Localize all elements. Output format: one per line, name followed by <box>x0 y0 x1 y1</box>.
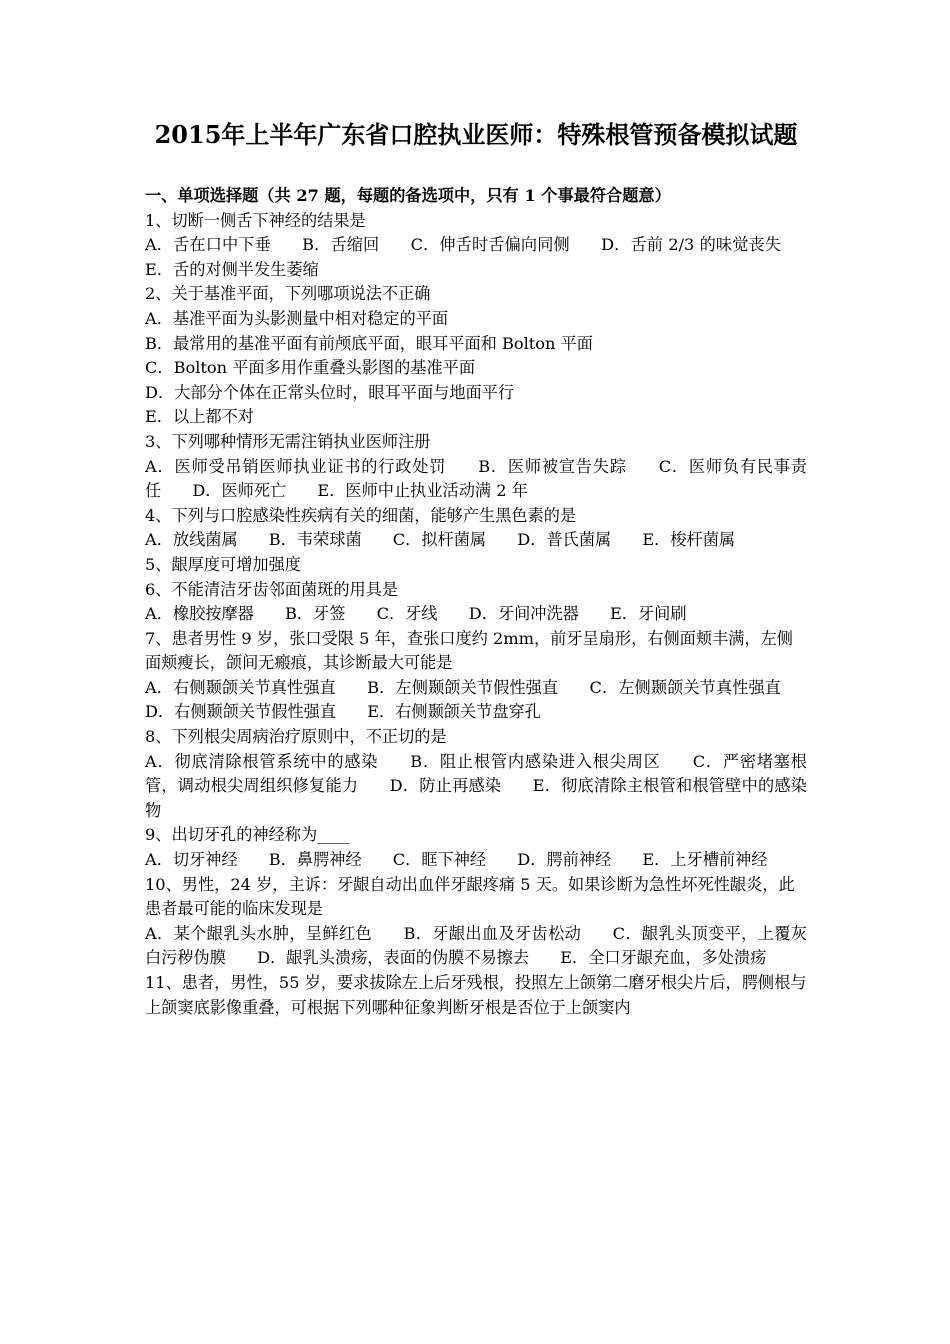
answer-option: C．Bolton 平面多用作重叠头影图的基准平面 <box>145 358 476 378</box>
question-item <box>145 282 807 430</box>
answer-option: C．眶下神经 <box>392 850 487 870</box>
document-title: 2015年上半年广东省口腔执业医师：特殊根管预备模拟试题 <box>154 120 798 149</box>
question-item <box>145 578 807 627</box>
question-text: 2、关于基准平面，下列哪项说法不正确 <box>145 284 431 304</box>
question-list <box>145 209 807 1021</box>
answer-options <box>145 750 807 824</box>
question-text: 5、龈厚度可增加强度 <box>145 554 301 574</box>
answer-option: A．医师受吊销医师执业证书的行政处罚 <box>145 456 447 476</box>
answer-option: E．全口牙龈充血，多处溃疡 <box>560 948 767 968</box>
answer-option: A．彻底清除根管系统中的感染 <box>145 751 379 771</box>
question-text: 6、不能清洁牙齿邻面菌斑的用具是 <box>145 579 399 599</box>
question-item <box>145 553 807 578</box>
answer-option: B．最常用的基准平面有前颅底平面，眼耳平面和 Bolton 平面 <box>145 333 593 353</box>
answer-option: C．严密堵塞根管，调动根尖周组织修复能力 <box>145 751 807 796</box>
question-item <box>145 873 807 971</box>
question-item <box>145 504 807 553</box>
answer-option: E．彻底清除主根管和根管壁中的感染物 <box>145 776 807 820</box>
answer-option: A．右侧颞颌关节真性强直 <box>145 677 336 697</box>
section-heading: 一、单项选择题（共 27 题，每题的备选项中，只有 1 个事最符合题意） <box>145 186 671 205</box>
answer-option: A．舌在口中下垂 <box>145 235 271 255</box>
question-text: 9、出切牙孔的神经称为____ <box>145 825 350 845</box>
answer-option: E．梭杆菌属 <box>642 530 736 550</box>
question-text: 8、下列根尖周病治疗原则中，不正切的是 <box>145 727 447 747</box>
answer-option: E．医师中止执业活动满 2 年 <box>317 481 528 501</box>
answer-option: B．阻止根管内感染进入根尖周区 <box>410 751 661 771</box>
answer-option: A．某个龈乳头水肿，呈鲜红色 <box>145 923 373 943</box>
answer-options <box>145 455 807 504</box>
answer-option: B．牙签 <box>284 604 346 624</box>
answer-options <box>145 848 807 873</box>
answer-option: B．鼻腭神经 <box>268 850 362 870</box>
answer-options <box>145 528 807 553</box>
answer-option: A．基准平面为头影测量中相对稳定的平面 <box>145 308 449 328</box>
question-text: 7、患者男性 9 岁，张口受限 5 年，查张口度约 2mm，前牙呈扇形，右侧面颊丰满，左侧面颊瘦长，颌间无瘢痕，其诊断最大可能是 <box>145 628 793 673</box>
question-item <box>145 430 807 504</box>
question-text: 10、男性，24 岁，主诉：牙龈自动出血伴牙龈疼痛 5 天。如果诊断为急性坏死性龈炎，此患者最可能的临床发现是 <box>145 874 795 919</box>
answer-option: D．医师死亡 <box>192 481 287 501</box>
answer-option: D．腭前神经 <box>517 850 612 870</box>
question-text: 4、下列与口腔感染性疾病有关的细菌，能够产生黑色素的是 <box>145 505 577 525</box>
answer-option: D．右侧颞颌关节假性强直 <box>145 702 337 722</box>
answer-option: C．牙线 <box>376 604 438 624</box>
question-item <box>145 725 807 823</box>
answer-option: B．医师被宣告失踪 <box>478 456 627 476</box>
answer-option: D．大部分个体在正常头位时，眼耳平面与地面平行 <box>145 382 515 402</box>
answer-options <box>145 922 807 971</box>
answer-option: A．橡胶按摩器 <box>145 604 254 624</box>
question-item <box>145 971 807 1020</box>
answer-option: E．舌的对侧半发生萎缩 <box>145 259 319 279</box>
answer-option: C．拟杆菌属 <box>392 530 487 550</box>
question-text: 11、患者，男性，55 岁，要求拔除左上后牙残根，投照左上颌第二磨牙根尖片后，腭侧根与上颌窦底影像重叠，可根据下列哪种征象判断牙根是否位于上颌窦内 <box>145 973 807 1017</box>
answer-options <box>145 233 807 282</box>
answer-options <box>145 676 807 725</box>
answer-option: D．龈乳头溃疡，表面的伪膜不易擦去 <box>257 948 530 968</box>
answer-option: C．左侧颞颌关节真性强直 <box>589 677 781 697</box>
answer-option: D．普氏菌属 <box>517 530 612 550</box>
answer-option: D．防止再感染 <box>389 776 502 796</box>
answer-option: B．韦荣球菌 <box>268 530 362 550</box>
answer-option: A．切牙神经 <box>145 850 238 870</box>
question-text: 3、下列哪种情形无需注销执业医师注册 <box>145 431 431 451</box>
question-text: 1、切断一侧舌下神经的结果是 <box>145 210 366 230</box>
answer-option: E．以上都不对 <box>145 407 254 427</box>
answer-option: B．左侧颞颌关节假性强直 <box>367 677 559 697</box>
question-item <box>145 823 807 872</box>
answer-option: C．医师负有民事责任 <box>145 456 807 501</box>
answer-option: B．舌缩回 <box>302 235 380 255</box>
answer-option: D．舌前 2/3 的味觉丧失 <box>601 235 781 255</box>
answer-option: E．牙间刷 <box>609 604 687 624</box>
answer-option: E．右侧颞颌关节盘穿孔 <box>367 702 541 722</box>
answer-option: C．伸舌时舌偏向同侧 <box>410 235 570 255</box>
question-item <box>145 627 807 725</box>
answer-option: A．放线菌属 <box>145 530 238 550</box>
answer-option: C．龈乳头顶变平，上覆灰白污秽伪膜 <box>145 923 807 968</box>
document-page <box>145 112 807 1020</box>
answer-options <box>145 602 807 627</box>
answer-option: D．牙间冲洗器 <box>468 604 579 624</box>
answer-option: B．牙龈出血及牙齿松动 <box>403 923 582 943</box>
answer-option: E．上牙槽前神经 <box>642 850 768 870</box>
question-item <box>145 209 807 283</box>
